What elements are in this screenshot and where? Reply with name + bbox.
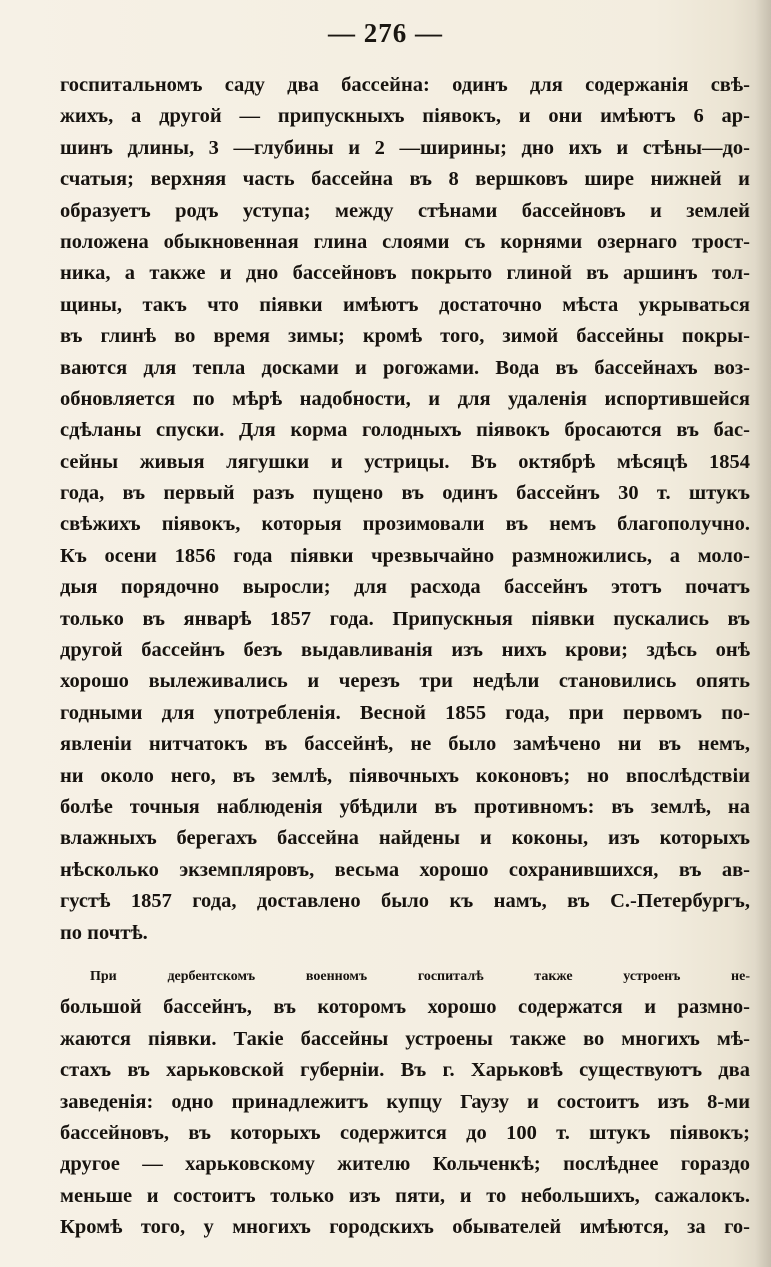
page-number: — 276 — (328, 18, 443, 48)
text-line: При дербентскомъ военномъ госпиталѣ также устроенъ не- (90, 968, 750, 984)
text-line: стахъ въ харьковской губерніи. Въ г. Харьковѣ существуютъ два (60, 1059, 750, 1082)
text-line: госпитальномъ саду два бассейна: одинъ для содержанія свѣ- (60, 74, 750, 96)
text-line: нѣсколько экземпляровъ, весьма хорошо сохранившихся, въ ав- (60, 858, 750, 881)
text-line: Къ осени 1856 года піявки чрезвычайно размножились, а моло- (60, 544, 750, 567)
text-line: бассейновъ, въ которыхъ содержится до 100 т. штукъ піявокъ; (60, 1121, 750, 1144)
text-line: заведенія: одно принадлежитъ купцу Гаузу и состоитъ изъ 8-ми (60, 1090, 750, 1113)
text-line: Кромѣ того, у многихъ городскихъ обывателей имѣются, за го- (60, 1216, 750, 1239)
text-line: года, въ первый разъ пущено въ одинъ бассейнъ 30 т. штукъ (60, 482, 750, 505)
text-line: образуетъ родъ уступа; между стѣнами бассейновъ и землей (60, 199, 750, 222)
text-line: густѣ 1857 года, доставлено было къ намъ, въ С.-Петербургъ, (60, 890, 750, 913)
text-line: влажныхъ берегахъ бассейна найдены и коконы, изъ которыхъ (60, 827, 750, 850)
text-line: по почтѣ. (60, 921, 148, 944)
text-line: ника, а также и дно бассейновъ покрыто глиной въ аршинъ тол- (60, 262, 750, 285)
text-line: ни около него, въ землѣ, піявочныхъ коконовъ; но впослѣдствіи (60, 764, 750, 787)
text-line: въ глинѣ во время зимы; кромѣ того, зимой бассейны покры- (60, 325, 750, 348)
text-line: болѣе точныя наблюденія убѣдили въ противномъ: въ землѣ, на (60, 795, 750, 818)
text-line: жихъ, а другой — припускныхъ піявокъ, и они имѣютъ 6 ар- (60, 105, 750, 128)
text-line: ваются для тепла досками и рогожами. Вода въ бассейнахъ воз- (60, 356, 750, 379)
text-line: другое — харьковскому жителю Кольченкѣ; послѣднее гораздо (60, 1153, 750, 1176)
paragraph-spacer (60, 949, 750, 961)
text-line: обновляется по мѣрѣ надобности, и для удаленія испортившейся (60, 387, 750, 410)
page-edge-shadow (755, 0, 771, 1267)
text-line: счатыя; верхняя часть бассейна въ 8 вершковъ шире нижней и (60, 168, 750, 191)
text-line: только въ январѣ 1857 года. Припускныя піявки пускались въ (60, 607, 750, 630)
text-line: положена обыкновенная глина слоями съ корнями озернаго трост- (60, 230, 750, 253)
text-line: явленіи нитчатокъ въ бассейнѣ, не было замѣчено ни въ немъ, (60, 733, 750, 756)
text-line: дыя порядочно выросли; для расхода бассейнъ этотъ початъ (60, 576, 750, 599)
text-line: свѣжихъ піявокъ, которыя прозимовали въ немъ благополучно. (60, 513, 750, 536)
paragraph-2 (60, 961, 750, 1244)
text-line: шинъ длины, 3 —глубины и 2 —ширины; дно ихъ и стѣны—до- (60, 136, 750, 159)
paragraph-1 (60, 70, 750, 949)
text-line: сейны живыя лягушки и устрицы. Въ октябрѣ мѣсяцѣ 1854 (60, 450, 750, 473)
body-text (60, 70, 750, 1243)
text-line: другой бассейнъ безъ выдавливанія изъ нихъ крови; здѣсь онѣ (60, 639, 750, 662)
text-line: хорошо вылеживались и черезъ три недѣли становились опять (60, 670, 750, 693)
text-line: меньше и состоитъ только изъ пяти, и то небольшихъ, сажалокъ. (60, 1184, 750, 1207)
text-line: сдѣланы спуски. Для корма голодныхъ піявокъ бросаются въ бас- (60, 419, 750, 442)
text-line: жаются піявки. Такіе бассейны устроены также во многихъ мѣ- (60, 1027, 750, 1050)
text-line: годными для употребленія. Весной 1855 года, при первомъ по- (60, 701, 750, 724)
text-line: щины, такъ что піявки имѣютъ достаточно мѣста укрываться (60, 293, 750, 316)
text-line: большой бассейнъ, въ которомъ хорошо содержатся и размно- (60, 996, 750, 1019)
